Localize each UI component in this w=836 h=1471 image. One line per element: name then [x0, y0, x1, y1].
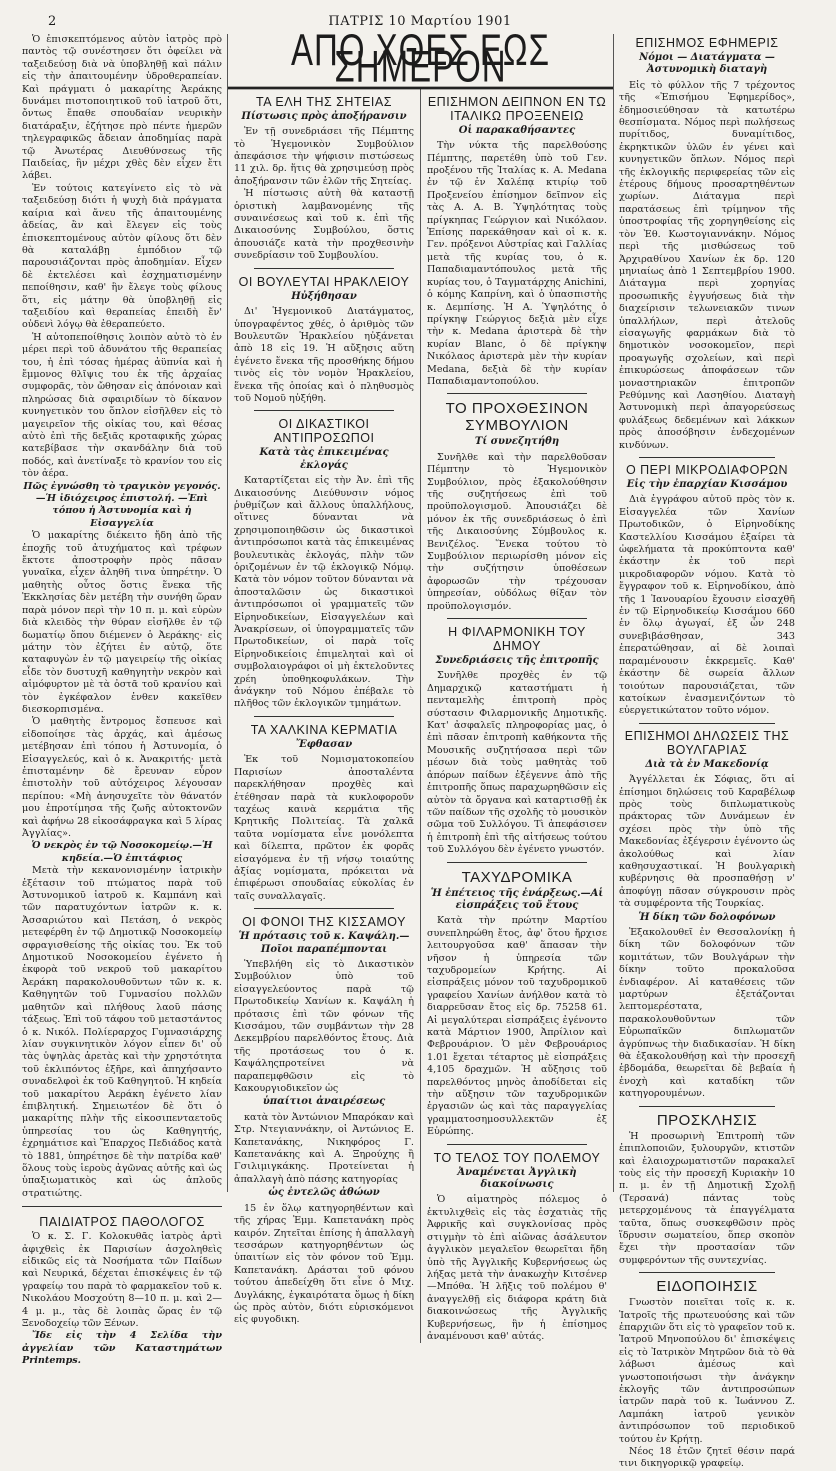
headline: ΟΙ ΒΟΥΛΕΥΤΑΙ ΗΡΑΚΛΕΙΟΥ — [238, 274, 410, 289]
article-paragraph: Μετὰ τὴν κεκανονισμένην ἰατρικὴν ἐξέτασιν τοῦ πτώματος παρὰ τοῦ Ἀστυνομικοῦ ἰατροῦ κ. Καμπάνη καὶ τῶν παρατυχόντων ἰατρῶν κ. κ. Ἀσσαριώτου καὶ Πετάση, ὁ νεκρὸς μετεφέρθη ἐν τῷ Δημοτικῷ Νοσοκομείῳ σφραγισθείσης τῆς οἰκίας του. Ἐκ τοῦ Δημοτικοῦ Νοσοκομείου ἐγένετο ἡ ἐκφορὰ τοῦ νεκροῦ τοῦ μακαρίτου Ἀεράκη παρακολουθοῦντων τῶν κ. κ. Καθηγητῶν τοῦ Γυμνασίου πολλῶν μαθητῶν καὶ πλήθους λαοῦ πάσης τάξεως. Ἐπὶ τοῦ τάφου τοῦ μεταστάντος ὁ κ. Νικόλ. Πολίεραρχος Γυμνασιάρχης λίαν συγκινητικὸν λόγον εἶπεν δι' οὗ τὰς ὑψηλὰς ἀρετὰς καὶ τὴν χρηστότητα τοῦ ἐκλιπόντος ἐξῆρε, καὶ ἀπηχήσαντο συναδελφοὶ ἐκ τοῦ Καθηγητοῦ. Ἡ κηδεία τοῦ μακαρίτου Ἀεράκη ἐγένετο λίαν ἐπιβλητική. Σημειωτέον δὲ ὅτι ὁ μακαρίτης πλὴν τῆς εἰκοσιπενταετοῦς ὑπηρεσίας του ὡς Καθηγητής, ἐχρημάτισε καὶ Ἔπαρχος Πεδιάδος κατὰ τὸ 1881, ὑπηρέτησε δὲ τὴν πατρίδα καθ' ὅλους τοὺς ἱεροὺς ἀγῶνας αὐτῆς καὶ ὡς ὑπαξιωματικὸς καὶ ὡς ἁπλοῦς στρατιώτης. — [22, 865, 222, 1199]
subcolumn-left — [228, 89, 420, 1344]
divider — [639, 1106, 775, 1107]
article-paragraph: Ἡ αὐτοπεποίθησις λοιπὸν αὐτὸ τὸ ἐν μέρει περὶ τοῦ ἀδυνάτου τῆς θεραπείας του, ἡ ἐπὶ τόσας ἡμέρας ἀϋπνία καὶ ἡ ἔμμονος θλῖψις του ἐκ τῆς ἀρχαίας συμφορᾶς, τὸν ὤθησαν εἰς ἀπόνοιαν καὶ πληρώσας διὰ σφαιριδίων τὸ δίκανον κυνηγετικὸν του ὅπλον εἰσῆλθεν εἰς τὸ μαγειρεῖον τῆς οἰκίας του, καὶ θέσας αὐτὸ ἐπὶ τῆς δεξιᾶς κροταφικῆς χώρας κατεβίβασε τὴν σκανδάλην διὰ τοῦ ποδός, καὶ ἀνετίναξε τὸ κρανίον του εἰς τὸν ἀέρα. — [22, 331, 222, 480]
headline: ΤΑ ΕΛΗ ΤΗΣ ΣΗΤΕΙΑΣ — [256, 94, 392, 109]
page-number: 2 — [48, 14, 57, 29]
column-2 — [227, 24, 613, 1342]
article-paragraph: Ἡ προσωρινὴ Ἐπιτροπὴ τῶν ἐπιπλοποιῶν, ξυλουργῶν, κτιστῶν καὶ ἐλαιοχρωματιστῶν παρακαλεῖ τοὺς εἰς τὴν προσεχῆ Κυριακὴν 10 π. μ. ἐν τῇ Δημοτικῇ Σχολῇ (Τερσανά) πάντας τοὺς μετερχομένους τὰ ἐπαγγέλματα ταῦτα, ὅπως συσκεφθῶσιν πρὸς ἵδρυσιν σωματείου, ὅπερ σκοπὸν ἔχει τὴν προστασίαν τῶν συμφερόντων τῆς συντεχνίας. — [619, 1130, 795, 1266]
headline: ΤΟ ΠΡΟΧΘΕΣΙΝΟΝ ΣΥΜΒΟΥΛΙΟΝ — [445, 400, 589, 435]
subheadline: ὑπαίτιοι ἀναιρέσεως — [262, 1096, 386, 1108]
subheadline: Κατὰ τὰς ἐπικειμένας ἐκλογάς — [259, 447, 389, 471]
headline: ΤΟ ΤΕΛΟΣ ΤΟΥ ΠΟΛΕΜΟΥ — [433, 1150, 601, 1165]
divider — [254, 908, 394, 909]
headline: ΟΙ ΦΟΝΟΙ ΤΗΣ ΚΙΣΣΑΜΟΥ — [242, 915, 406, 930]
advert-note: Ἴδε εἰς τὴν 4 Σελίδα τὴν ἀγγελίαν τῶν Καταστημάτων Printemps. — [22, 1330, 222, 1367]
column-3 — [613, 34, 796, 1470]
article-paragraph: Γνωστὸν ποιεῖται τοῖς κ. κ. Ἰατροῖς τῆς πρωτευούσης καὶ τῶν ἐπαρχιῶν ὅτι εἰς τὸ γραφεῖον τοῦ κ. Ἰατροῦ Μηνοπούλου δι' ἐπισκέψεις εἰς τὸ Ἰατρικὸν Μητρῶον διὰ τὸ θὰ λάβωσι ἁμέσως καὶ γνωστοποιήσωσι τὴν ἀνάγκην ἐκλογῆς τῶν ἀντιπροσώπων ἰατρῶν παρὰ τοῦ κ. Ἰωάννου Ζ. Λαμπάκη ἰατροῦ γενικὸν ἀντιπρόσωπον τοῦ περιοδικοῦ τούτου ἐν Κρήτῃ. — [619, 1297, 796, 1445]
article-paragraph: Ὁ μαθητὴς ἔντρομος ἔσπευσε καὶ εἰδοποίησε τὰς ἀρχάς, καὶ ἀμέσως μετέβησαν ἐπὶ τόπου ἡ Ἀστυνομία, ὁ Εἰσαγγελεύς, καὶ ὁ κ. Ἀνακριτής· μετὰ ἐπισταμένην δὲ ἔρευναν εὗρον ἐπιστολὴν τοῦ αὐτόχειρος λέγουσαν περίπου: «Μὴ ἀνησυχεῖτε τὸν θάνατόν μου ἐπροτίμησα τῆς ζωῆς αὐτοκτονῶν καὶ ἀφήνω 28 εἰκοσάφραγκα καὶ 5 λίρας Ἀγγλίας». — [22, 716, 222, 839]
headline: ΕΠΙΣΗΜΟΝ ΔΕΙΠΝΟΝ ΕΝ ΤΩ ΙΤΑΛΙΚΩ ΠΡΟΞΕΝΕΙΩ — [427, 94, 607, 123]
article-paragraph: Διὰ ἐγγράφου αὐτοῦ πρὸς τὸν κ. Εἰσαγγελέα τῶν Χανίων Πρωτοδικῶν, ὁ Εἰρηνοδίκης Καστελλίου Κισσάμου ἐξαίρει τὰ ὠφελήματα τὰ προκύπτοντα καθ' ἑκάστην ἐκ τοῦ περὶ μικροδιαφορῶν νόμου. Κατὰ τὸ ἔγγραφον τοῦ κ. Εἰρηνοδίκου, ἀπὸ τῆς 1 Ἰανουαρίου ἔχουσιν εἰσαχθῆ ἐν τῷ Εἰρηνοδικείῳ Κισσάμου 660 ἐν ὅλῳ ἀγωγαί, ἐξ ὧν 248 συνεβιβάσθησαν, 343 ἐπερατώθησαν, αἱ δὲ λοιπαὶ παραμένουσιν ἐκκρεμεῖς. Καθ' ἑκάστην δὲ σωρεία ἄλλων τοιούτων παρουσιάζεται, τῶν κατοίκων ἐνασμενιζόντων τὸ εὐεργετικώτατον τοῦτο νόμον. — [619, 494, 795, 717]
headline: ΕΠΙΣΗΜΟΣ ΕΦΗΜΕΡΙΣ — [635, 36, 779, 50]
article-paragraph: Συνῆλθε προχθὲς ἐν τῷ Δημαρχικῷ καταστήματι ἡ πενταμελὴς ἐπιτροπὴ πρὸς σύστασιν Φιλαρμονικῆς Δημοτικῆς. Κατ' ἀσφαλεῖς πληροφορίας μας, ὁ ἐπὶ πᾶσαν ἐπιτροπὴ καθήκοντα τῆς Μουσικῆς συζητήσασα περὶ τῶν μέσων διὰ τοὺς μαθητὰς τοῦ ἀπόρων παίδων ἐξέγεννε ἀπὸ τῆς ἐπιτροπῆς ὅπως παραχωρηθῶσιν εἰς αὐτὸν τὰ ὄργανα καὶ καταρτισθῇ ἐκ τῶν παίδων τῆς σχολῆς τὸ μουσικὸν σῶμα τοῦ Συλλόγου. Τὶ ἀπεφάσισεν ἡ ἐπιτροπὴ ἐπὶ τῆς αἰτήσεως τούτου τοῦ Συλλόγου δὲν ἐγένετο γνωστόν. — [427, 670, 607, 856]
headline: ΤΑ ΧΑΛΚΙΝΑ ΚΕΡΜΑΤΙΑ — [250, 722, 398, 737]
headline: ΕΙΔΟΠΟΙΗΣΙΣ — [656, 1278, 758, 1296]
divider — [447, 618, 587, 619]
article-paragraph: 15 ἐν ὅλῳ κατηγορηθέντων καὶ τῆς χήρας Ἐμμ. Καπετανάκη πρὸς καιρόν. Ζητεῖται ἐπίσης ἡ ἀπαλλαγὴ τεσσάρων κατηγορηθέντων ὡς ὑπαιτίων εἰς τὸν φόνον τοῦ Ἐμμ. Καπετανάκη. Δράσται τοῦ φόνου τούτου ἀπεδείχθη ὅτι εἶνε ὁ Μιχ. Δυγλάκης, ἐγκαιρότατα ὅμως ἡ δίκη ὡς πρὸς αὐτὸν, διότι εὑρισκόμενοι εἰς φυγοδικη. — [234, 1202, 414, 1326]
divider — [254, 716, 394, 717]
subheadline: Πίστωσις πρὸς ἀποξήρανσιν — [241, 110, 407, 122]
divider — [447, 862, 587, 863]
article-paragraph: Ἡ πίστωσις αὐτὴ θὰ καταστῇ ὁριστικὴ λαμβανομένης τῆς συναινέσεως καὶ τοῦ κ. ἐπὶ τῆς Δικαιοσύνης Συμβούλου, ὅστις ἀπουσιάζε κατὰ τὴν προχθεσινὴν συνεδρίασιν τοῦ Συμβουλίου. — [234, 188, 414, 262]
subheadline: Διὰ τὰ ἐν Μακεδονίᾳ — [645, 758, 769, 770]
divider — [254, 268, 394, 269]
subheadline: Συνεδριάσεις τῆς ἐπιτροπῆς — [435, 655, 599, 667]
divider — [447, 1144, 587, 1145]
subcolumns — [228, 89, 613, 1344]
article-paragraph: Ἀγγέλλεται ἐκ Σόφιας, ὅτι αἱ ἐπίσημοι δηλώσεις τοῦ Καραβέλωφ πρὸς τοὺς διπλωματικοὺς πράκτορας τῶν Δυνάμεων ἐν σχέσει πρὸς τὴν ὑπὸ τῆς Μακεδονίας ἐξέγερσιν ἐγένοντο ὡς ἀκολούθως καὶ λίαν καθησυχαστικαί. Ἡ βουλγαρικὴ κυβέρνησις θὰ προσπαθήσῃ ν' ἀποφύγῃ πᾶσαν σύγκρουσιν πρὸς τὰ συμφέροντα τῆς Τουρκίας. — [619, 774, 795, 910]
article-paragraph: Ἐξακολουθεῖ ἐν Θεσσαλονίκῃ ἡ δίκη τῶν δολοφόνων τῶν κομιτάτων, τῶν Βουλγάρων τὴν δίκην τοῦτο προκαλοῦσα ἐνδιαφέρον. Αἱ καταθέσεις τῶν μαρτύρων ἐξετάζονται λεπτομερέστατα, παρακολουθοῦντων τῶν Εὐρωπαϊκῶν διπλωματῶν ἀγρύπνως τὴν διαδικασίαν. Ἡ δίκη θὰ ἐξακολουθήσῃ καὶ τὴν προσεχῆ ἑβδομάδα, θεωρεῖται δὲ βεβαία ἡ ἐνοχὴ καὶ καταδίκη τῶν κατηγορουμένων. — [619, 927, 795, 1100]
headline: Ο ΠΕΡΙ ΜΙΚΡΟΔΙΑΦΟΡΩΝ — [625, 463, 789, 477]
article-paragraph: Συνῆλθε καὶ τὴν παρελθοῦσαν Πέμπτην τὸ Ἡγεμονικὸν Συμβούλιον, πρὸς ἐξακολούθησιν τῆς συζητήσεως ἐπὶ τοῦ προϋπολογισμοῦ. Ἀπουσιάζει δὲ μόνον ἐκ τῆς συνεδριάσεως ὁ ἐπὶ τῆς Δικαιοσύνης Σύμβουλος κ. Βενιζέλος. Ἕνεκα τούτου τὸ Συμβούλιον περιωρίσθη μόνον εἰς τὴν συζήτησιν ὑποθέσεων ἀφορωσῶν τὴν τρέχουσαν ὑπηρεσίαν, οὐδόλως θίξαν τὸν προϋπολογισμόν. — [427, 451, 607, 612]
divider — [639, 457, 775, 458]
headline: ΤΑΧΥΔΡΟΜΙΚΑ — [461, 868, 573, 886]
divider — [639, 723, 775, 724]
headline: ΟΙ ΔΙΚΑΣΤΙΚΟΙ ΑΝΤΙΠΡΟΣΩΠΟΙ — [273, 417, 375, 446]
section-subheading: Πῶς ἐγνώσθη τὸ τραγικὸν γεγονός.—Ἡ ἰδιόχειρος ἐπιστολή. —Ἐπὶ τόπου ἡ Ἀστυνομία καὶ ἡ Εἰσαγγελία — [23, 480, 221, 529]
article-paragraph: Κατὰ τὴν πρώτην Μαρτίου συνεπληρώθη ἔτος, ἀφ' ὅτου ἤρχισε λειτουργοῦσα καθ' ἅπασαν τὴν νῆσον ἡ ὑπηρεσία τῶν ταχυδρομείων Κρήτης. Αἱ εἰσπράξεις μόνον τοῦ ταχυδρομικοῦ γραφείου Χανίων ἀνήλθον κατὰ τὸ διαρρεῦσαν ἔτος εἰς δρ. 75258 61. Αἱ μεγαλύτεραι εἰσπράξεις ἐγένοντο κατὰ Μάρτιον 1900, Ἀπρίλιον καὶ Φεβρουάριον. Ὁ μὲν Φεβρουάριος 1.01 ἔχεται τέταρτος μὲ εἰσπράξεις 4,105 δραχμῶν. Ἡ αὔξησις τοῦ παρελθόντος μηνὸς ἀποδίδεται εἰς τὴν αὔξησιν τῶν ταχυδρομικῶν ἐργασιῶν ὡς καὶ τὰς παραγγελίας γραμματοσημοσυλλεκτῶν ἐξ Εὐρώπης. — [427, 915, 607, 1138]
article-paragraph: Ὁ ἐπισκεπτόμενος αὐτὸν ἰατρὸς πρὸ παντὸς τῷ συνέστησεν ὅτι ὀφείλει νὰ ταξειδεύσῃ διὰ νὰ ὑποβληθῇ καὶ πάλιν εἰς τὴν ἀπαιτουμένην ὑδροθεραπείαν. Καὶ πράγματι ὁ μακαρίτης Ἀεράκης δυνάμει πιστοποιητικοῦ τοῦ ἰατροῦ ὅτι, ὄντως ἔπαθε σπουδαίαν νευρικὴν διατάραξιν, ἐζήτησε πρὸ πέντε ἡμερῶν τηλεγραφικῶς ἄδειαν ἀποδημίας παρὰ τῷ Ἀνωτέρας Διευθύνσεως τῆς Παιδείας, ἣν μέχρι χθὲς δὲν εἶχεν ἔτι λάβει. — [22, 34, 222, 182]
article-paragraph: Τὴν νύκτα τῆς παρελθούσης Πέμπτης, παρετέθη ὑπὸ τοῦ Γεν. προξένου τῆς Ἰταλίας κ. Α. Medana ἐν τῷ ἐν Χαλέπᾳ κτιρίῳ τοῦ Προξενείου ἐπίσημον δεῖπνον εἰς τὰς Α. Α. Β. Ὑψηλότητας τοὺς πρίγκηπας Γεώργιον καὶ Νικόλαον. Ἐπίσης παρεκάθησαν καὶ οἱ κ. κ. Γεν. πρόξενοι Αὐστρίας καὶ Γαλλίας μετὰ τῆς κυρίας του, ὁ κ. Παπαδιαμαντόπουλος μετὰ τῆς κυρίας του, ὁ Ταγματάρχης Anichini, ὁ κόμης Καπρίνη, καὶ ὁ ὑπασπιστὴς κ. Δεμπίσης. Ἡ Α. Ὑψηλότης ὁ πρίγκηψ Γεώργιος δεξιὰ μὲν εἶχε τὴν κ. Medana ἀριστερὰ δὲ τὴν κυρίαν Blanc, ὁ δὲ πρίγκηψ Νικόλαος ἀριστερὰ μὲν τὴν κυρίαν Medana, δεξιὰ δὲ τὴν κυρίαν Παπαδιαμαντοπούλου. — [427, 140, 607, 387]
article-paragraph: Εἰς τὸ φύλλον τῆς 7 τρέχοντος τῆς «Ἐπισήμου Ἐφημερίδος», ἐδημοσιεύθησαν τὰ κατωτέρω θεσπίσματα. Νόμος περὶ πωλήσεως πυρίτιδος, δυναμίτιδος, ἐκρηκτικῶν ὑλῶν ἐν γένει καὶ κυνηγετικῶν ὅπλων. Νόμος περὶ τῆς ἐκλογικῆς περιφερείας τῶν εἰς ἑτέρους δήμους προσαρτηθέντων χωρίων. Διάταγμα περὶ παρατάσεως ἐπὶ τρίμηνον τῆς ὑποστροφίας τῆς χορηγηθείσης εἰς τὸν Ἐθ. Κωστογιαννάκην. Νόμος περὶ τῆς μισθώσεως τοῦ Ἀρχιραθίνου Χανίων ἐκ δρ. 120 μηνιαίως ἀπὸ 1 Σεπτεμβρίου 1900. Διάταγμα περὶ χορηγίας προσωπικῆς ἐγγυήσεως διὰ τὴν διαχείρισιν τελωνειακῶν τινων ὑπαλλήλων, περὶ ἀτελοῦς εἰσαγωγῆς φαρμάκων διὰ τὸ δημοτικὸν νοσοκομεῖον, περὶ προαγωγῆς σχολείων, καὶ περὶ ἐπικυρώσεως ἀποφάσεων τῶν μοναστηριακῶν ἐπιτροπῶν Ρεθύμνης καὶ Λασηθίου. Διαταγὴ Ἀστυνομικὴ περὶ ἀπαγορεύσεως φυλάξεως δεδεμένων καὶ λάκκων πρὸς ἀποσόβησιν ἐνδεχομένων κινδύνων. — [619, 79, 795, 451]
article-paragraph: Νέος 18 ἐτῶν ζητεῖ θέσιν παρά τινι δικηγορικῷ γραφείῳ. — [619, 1446, 795, 1470]
article-paragraph: Δι' Ἡγεμονικοῦ Διατάγματος, ὑπογραφέντος χθές, ὁ ἀριθμὸς τῶν Βουλευτῶν Ἡρακλείου ηὐξάνεται ἀπὸ 18 εἰς 19. Ἡ αὔξησις αὕτη ἐγένετο ἕνεκα τῆς προσθήκης δήμου τινὸς εἰς τὸν νομὸν Ἡρακλείου, ἕνεκα τῆς ὁποίας καὶ ὁ πληθυσμὸς τοῦ Νομοῦ ηὐξήθη. — [234, 306, 414, 404]
subheadline: Εἰς τὴν ἐπαρχίαν Κισσάμου — [626, 479, 788, 490]
article-paragraph: Ὁ αἱματηρὸς πόλεμος ὁ ἐκτυλιχθεὶς εἰς τὰς ἐσχατιὰς τῆς Ἀφρικῆς καὶ συγκλονίσας πρὸς στιγμὴν τὸ ἐπὶ αἰῶνας ἀσάλευτον ἀγγλικὸν μεγαλεῖον θεωρεῖται ἤδη ὑπὸ τῆς Ἀγγλικῆς Κυβερνήσεως ὡς λήξας μετὰ τὴν ἀνακωχὴν Κιτσένερ—Μπόθα. Ἡ λῆξις τοῦ πολέμου θ' ἀναγγελθῇ εἰς διάφορα κράτη διὰ διακοινώσεως τῆς Ἀγγλικῆς Κυβερνήσεως, ἣν ἡ ἐπίσημος ἀναμένουσι καθ' αὐτάς. — [427, 1194, 607, 1342]
columns — [22, 24, 818, 1470]
subheadline: Ηὐξήθησαν — [291, 290, 357, 302]
headline: Η ΦΙΛΑΡΜΟΝΙΚΗ ΤΟΥ ΔΗΜΟΥ — [448, 625, 586, 654]
divider — [254, 410, 394, 411]
subheadline: Ἔφθασαν — [295, 738, 353, 750]
newspaper-dateline: ΠΑΤΡΙΣ 10 Μαρτίου 1901 — [328, 14, 512, 29]
advert-title: ΠΑΙΔΙΑΤΡΟΣ ΠΑΘΟΛΟΓΟΣ — [39, 1215, 205, 1230]
subheadline: Οἱ παρακαθήσαντες — [458, 124, 576, 136]
advertisement — [22, 1206, 222, 1367]
subcolumn-right — [420, 89, 613, 1344]
article-paragraph: Ἐν τῇ συνεδριάσει τῆς Πέμπτης τὸ Ἡγεμονικὸν Συμβούλιον ἀπεφάσισε τὴν ψήφισιν πιστώσεως 11 χιλ. δρ. ἥτις θὰ χρησιμεύσῃ πρὸς ἀποξήρανσιν τῶν ἑλῶν τῆς Σητείας. — [234, 126, 414, 187]
subheadline: Ἡ δίκη τῶν δολοφόνων — [638, 911, 776, 923]
article-paragraph: Ὑπεβλήθη εἰς τὸ Δικαστικὸν Συμβούλιον ὑπὸ τοῦ εἰσαγγελεύοντος παρὰ τῷ Πρωτοδικείῳ Χανίων κ. Καψάλη ἡ πρότασις ἐπὶ τῶν φόνων τῆς Κισσάμου, τῶν συμβάντων τὴν 28 Δεκεμβρίου παρελθόντος ἔτους. Διὰ τῆς προτάσεως του ὁ κ. Καψάληςπροτείνει νὰ παραπεμφθῶσιν εἰς τὸ Κακουργιοδικεῖον ὡς — [234, 958, 414, 1095]
divider — [447, 393, 587, 394]
subheadline: Ἀναμένεται Ἀγγλικὴ διακοίνωσις — [457, 1166, 577, 1191]
subheadline: Ἡ ἐπέτειος τῆς ἐνάρξεως.—Αἱ εἰσπράξεις τοῦ ἔτους — [430, 887, 604, 911]
subheadline: Ἡ πρότασις τοῦ κ. Καψάλη.—Ποῖοι παραπέμπονται — [238, 931, 410, 955]
article-paragraph: Ὁ μακαρίτης διέκειτο ἤδη ἀπὸ τῆς ἐποχῆς τοῦ ἀτυχήματος καὶ τρέφων ἔκτοτε ἀποστροφὴν πρὸς πᾶσαν γυναῖκα, εἶχεν ἀληθῆ τινα ὑπηρέτην. Ὁ μαθητὴς οὗτος ὅστις ἕνεκα τῆς Ἐκκλησίας δὲν μετέβη τὴν συνήθη ὥραν παρὰ μόνον περὶ τὴν 10 π. μ. καὶ εὑρὼν διὰ κλειδὸς τὴν θύραν εἰσῆλθε ἐν τῷ δωματίῳ ὅπου διέμενεν ὁ Ἀεράκης· εἰς μάτην τὸν ἐζήτει ἐν αὐτῷ, ὅτε καταφυγὼν ἐν τῷ μαγειρείῳ τῆς οἰκίας εἶδε τὸν δυστυχῆ καθηγητὴν νεκρὸν καὶ αἱμόφυρτον μὲ τὰ ὀστᾶ τοῦ κρανίου καὶ τὸν ἐγκέφαλον ἐνθεν κακεῖθεν διεσκορπισμένα. — [22, 530, 222, 715]
article-paragraph: κατὰ τὸν Ἀντώνιον Μπαρόκαν καὶ Στρ. Ντεγιαννάκην, οἱ Ἀντώνιος Ε. Καπετανάκης, Νικηφόρος Γ. Καπετανάκης καὶ Α. Ξηρούχης ἢ Γσιλιμιγκάκης. Προτείνεται ἡ ἀπαλλαγὴ ἀπὸ πάσης κατηγορίας — [234, 1111, 414, 1185]
banner-title: ΑΠΟ ΧΘΕΣ ΕΩΣ ΣΗΜΕΡΟΝ — [228, 34, 613, 89]
subheadline: ὡς ἐντελῶς ἀθώων — [268, 1187, 380, 1199]
advert-text: Ὁ κ. Σ. Γ. Κολοκυθᾶς ἰατρὸς ἀρτὶ ἀφιχθεὶς ἐκ Παρισίων ἀσχοληθεὶς εἰδικῶς εἰς τὰ Νοσήματα τῶν Παίδων καὶ Νευρικά, δέχεται ἐπισκέψεις ἐν τῷ γραφείῳ του παρὰ τὸ φαρμακεῖον τοῦ κ. Νικολάου Μοσχούτη 8—10 π. μ. καὶ 2—4 μ. μ., τὰς δὲ λοιπὰς ὥρας ἐν τῷ Ξενοδοχείῳ τῶν Ξένων. — [22, 1231, 222, 1330]
subheadline: Τί συνεζητήθη — [474, 436, 560, 448]
headline: ΠΡΟΣΚΛΗΣΙΣ — [656, 1111, 758, 1129]
headline: ΕΠΙΣΗΜΟΙ ΔΗΛΩΣΕΙΣ ΤΗΣ ΒΟΥΛΓΑΡΙΑΣ — [624, 728, 790, 757]
subheadline: Νόμοι — Διατάγματα — Ἀστυνομικὴ διαταγὴ — [639, 52, 775, 76]
section-subheading: Ὁ νεκρὸς ἐν τῷ Νοσοκομείῳ.—Ἡ κηδεία.—Ὁ ἐπιτάφιος — [31, 840, 213, 864]
column-1 — [22, 34, 227, 1367]
divider — [639, 1272, 775, 1273]
article-paragraph: Καταρτίζεται εἰς τὴν Ἀν. ἐπὶ τῆς Δικαιοσύνης Διεύθυνσιν νόμος ῥυθμίζων καὶ ἄλλους ὑπαλλήλους, οἵτινες δύνανται νὰ χρησιμοποιηθῶσιν ὡς δικαστικοὶ ἀντιπρόσωποι κατὰ τὰς ἐπικειμένας βουλευτικὰς ἐκλογάς, πλὴν τῶν ὁριζομένων ἐν τῷ ἐκλογικῷ Νόμῳ. Κατὰ τὸν νόμον τοῦτον δύνανται νὰ ἀποσταλῶσιν ὡς δικαστικοὶ ἀντιπρόσωποι οἱ γραμματεῖς τῶν Εἰρηνοδικείων, Εἰσαγγελέων καὶ Ἀνακρίσεων, οἱ ὑπογραμματεῖς τῶν Πρωτοδικείων, οἱ παρὰ τοῖς Εἰρηνοδικείοις ἐπιμεληταὶ καὶ οἱ συμβολαιογράφοι οἱ μὴ ἐκτελοῦντες χρέη ὑποθηκοφυλάκων. Τὴν ἀνάγκην τοῦ Νόμου ἐπέβαλε τὸ πλῆθος τῶν ἐκλογικῶν τμημάτων. — [234, 475, 414, 710]
article-paragraph: Ἐν τούτοις κατεγίνετο εἰς τὸ νὰ ταξειδεύσῃ διότι ἡ ψυχὴ διὰ πράγματα καίρια καὶ ἄνευ τῆς ἀπαιτουμένης ἀδείας, ἂν καὶ ἔλεγεν εἰς τοὺς ἐπισκεπτομένους αὐτὸν φίλους ὅτι δὲν θὰ καταλάβῃ ἐμπόδιον τῷ παρουσιάζονται πρὸς ἀποδημίαν. Εἶχεν δὲ ἐκτελέσει καὶ ἐσχηματισμένην πεποίθησιν, καθ' ἣν ἔλεγε τοὺς φίλους ὅτι, εἰς μάτην θὰ ὑποβληθῇ εἰς ταξειδίου καὶ θεραπείας ἐπειδὴ ἔν' οὐδενὶ λόγῳ θὰ ἐθεραπεύετο. — [22, 182, 222, 331]
article-paragraph: Ἐκ τοῦ Νομισματοκοπείου Παρισίων ἀποσταλέντα παρεκλήθησαν προχθὲς καὶ ἐτέθησαν παρὰ τὰ κυκλοφοροῦν ταχέως καινὰ κερμάτια τῆς Κρητικῆς Πολιτείας. Τὰ χαλκᾶ ταῦτα νομίσματα εἶνε μονόλεπτα καὶ δίλεπτα, πρῶτον ἐκ φορᾶς εἰσαγόμενα ἐν τῇ νήσῳ τοιαύτης ἀξίας νομίσματα, πρόκειται νὰ ἐπιφέρωσι σπουδαίας εὐκολίας ἐν ταῖς συναλλαγαῖς. — [234, 754, 414, 902]
